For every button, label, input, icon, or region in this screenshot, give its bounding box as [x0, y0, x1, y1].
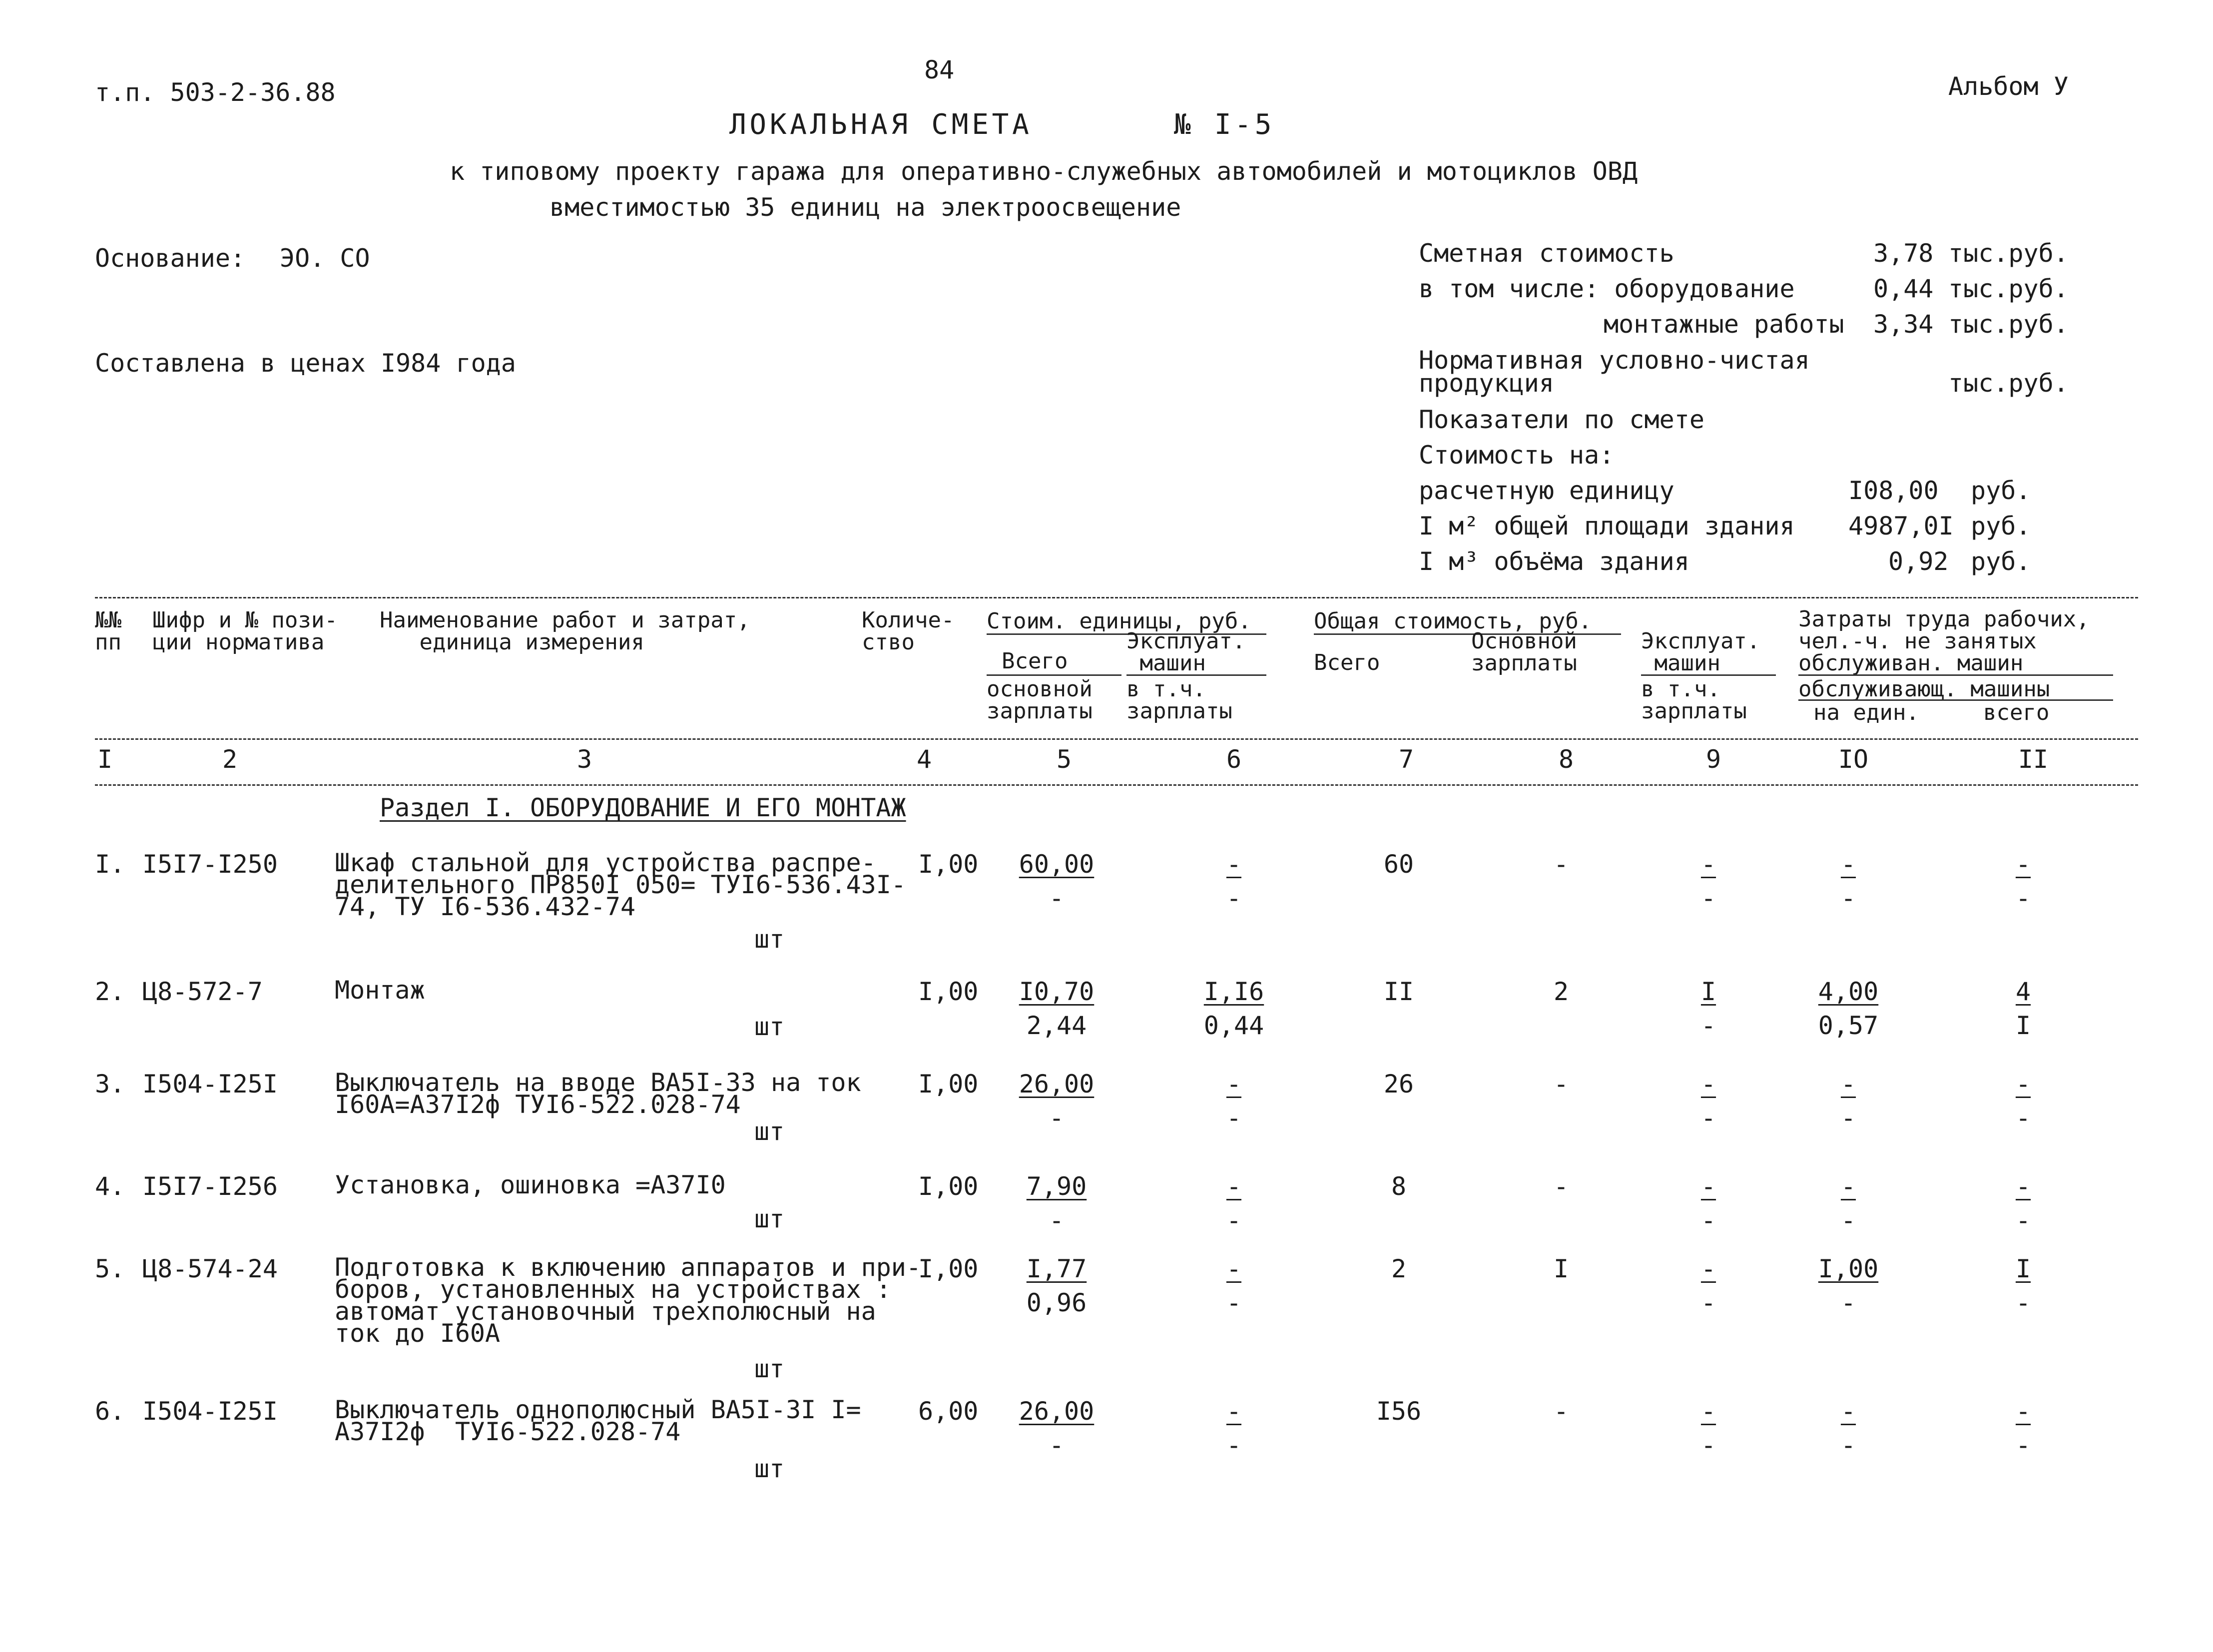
row-number: 4.	[95, 1172, 125, 1201]
col-header-total-salary: Основной зарплаты	[1471, 628, 1577, 676]
row-c5-bottom: 0,96	[1026, 1288, 1087, 1317]
col-header-base-salary: основной зарплаты	[987, 676, 1093, 724]
col-header-total: Всего	[1002, 648, 1068, 674]
row-c9-bottom: -	[1700, 1431, 1716, 1460]
per-m2-unit: руб.	[1971, 512, 2031, 541]
row-quantity: I,00	[918, 1254, 979, 1283]
per-unit-value: I08,00	[1848, 476, 1939, 505]
row-c9-bottom: -	[1700, 884, 1716, 913]
row-name: Выключатель однополюсный ВА5I-3I I= А37I2ф ТУI6-522.028-74	[335, 1395, 861, 1446]
row-c11-top: 4	[2015, 977, 2031, 1006]
table-top-rule	[95, 597, 2138, 598]
row-unit: шт	[754, 925, 785, 954]
equipment-label: в том числе: оборудование	[1419, 274, 1795, 303]
row-total-salary: -	[1553, 1397, 1569, 1426]
row-total-cost: 8	[1391, 1172, 1407, 1201]
row-total-salary: -	[1553, 850, 1569, 879]
row-c9-top: I	[1700, 977, 1716, 1006]
row-c10-bottom: -	[1840, 1206, 1856, 1235]
column-numbers-bottom-rule	[95, 784, 2138, 786]
row-total-cost: 26	[1383, 1070, 1414, 1099]
row-quantity: I,00	[918, 1070, 979, 1099]
col-header-code: Шифр и № пози- ции норматива	[152, 607, 338, 655]
row-unit: шт	[754, 1117, 785, 1146]
row-total-cost: 60	[1383, 850, 1414, 879]
row-c10-top: -	[1840, 850, 1856, 879]
row-c6-top: -	[1226, 850, 1242, 879]
basis-value: ЭО. СО	[280, 244, 370, 273]
col-number-9: 9	[1705, 745, 1721, 774]
row-c9-bottom: -	[1700, 1288, 1716, 1317]
row-c6-top: -	[1226, 1172, 1242, 1201]
row-c5-top: 26,00	[1019, 1397, 1095, 1426]
per-m2-value: 4987,0I	[1848, 512, 1954, 541]
row-total-salary: I	[1553, 1254, 1569, 1283]
row-name: Шкаф стальной для устройства распре- делительного ПР850I 050= ТУI6-536.43I- 74, ТУ I6-536.432-74	[335, 848, 906, 921]
normative-label-1: Нормативная условно-чистая	[1419, 346, 1810, 375]
labor-group: Затраты труда рабочих, чел.-ч. не занятых обслуживан. машин	[1798, 606, 2090, 676]
row-c6-bottom: -	[1226, 1206, 1242, 1235]
install-label: монтажные работы	[1604, 310, 1844, 339]
row-unit: шт	[754, 1454, 785, 1483]
row-c11-top: -	[2015, 850, 2031, 879]
row-c11-top: -	[2015, 1070, 2031, 1099]
row-c10-top: 4,00	[1818, 977, 1879, 1006]
page-number: 84	[924, 55, 955, 84]
row-total-salary: 2	[1553, 977, 1569, 1006]
col-number-5: 5	[1056, 745, 1072, 774]
col-number-3: 3	[576, 745, 592, 774]
row-c6-bottom: -	[1226, 1431, 1242, 1460]
col-header-total-cost: Всего	[1314, 650, 1380, 675]
row-unit: шт	[754, 1012, 785, 1041]
row-c5-top: 7,90	[1026, 1172, 1087, 1201]
row-total-cost: II	[1383, 977, 1414, 1006]
row-c10-bottom: -	[1840, 1103, 1856, 1132]
col-header-incl-salary: в т.ч. зарплаты	[1126, 676, 1232, 724]
row-code: I504-I25I	[142, 1070, 278, 1099]
document-code: т.п. 503-2-36.88	[95, 78, 336, 107]
row-quantity: I,00	[918, 850, 979, 879]
row-c11-bottom: -	[2015, 1288, 2031, 1317]
row-code: Ц8-574-24	[142, 1254, 278, 1283]
row-code: Ц8-572-7	[142, 977, 263, 1006]
row-c6-bottom: -	[1226, 884, 1242, 913]
cost-per-label: Стоимость на:	[1419, 441, 1615, 470]
row-c6-bottom: -	[1226, 1288, 1242, 1317]
row-c5-bottom: -	[1049, 1206, 1065, 1235]
row-name: Установка, ошиновка =А37I0	[335, 1170, 726, 1199]
row-code: I504-I25I	[142, 1397, 278, 1426]
row-total-cost: 2	[1391, 1254, 1407, 1283]
col-header-per-unit: на един.	[1813, 700, 1919, 725]
row-c6-top: -	[1226, 1397, 1242, 1426]
estimated-cost-label: Сметная стоимость	[1419, 239, 1674, 268]
col-header-number: №№ пп	[95, 607, 121, 655]
col5-rule	[987, 674, 1121, 676]
row-c5-bottom: -	[1049, 884, 1065, 913]
estimated-cost-unit: тыс.руб.	[1948, 239, 2069, 268]
row-c6-top: -	[1226, 1070, 1242, 1099]
row-number: 3.	[95, 1070, 125, 1099]
col-header-all: всего	[1983, 700, 2050, 725]
equipment-unit: тыс.руб.	[1948, 274, 2069, 303]
row-name: Подготовка к включению аппаратов и при- боров, установленных на устройствах : автомат установочный трехполюсный на ток до I60А	[335, 1253, 921, 1348]
col-number-7: 7	[1398, 745, 1414, 774]
row-c10-bottom: 0,57	[1818, 1011, 1879, 1040]
per-m3-value: 0,92	[1888, 547, 1949, 576]
per-m3-unit: руб.	[1971, 547, 2031, 576]
col-number-4: 4	[916, 745, 932, 774]
row-c6-bottom: 0,44	[1203, 1011, 1264, 1040]
row-code: I5I7-I250	[142, 850, 278, 879]
row-number: 2.	[95, 977, 125, 1006]
per-unit-unit: руб.	[1971, 476, 2031, 505]
equipment-value: 0,44	[1873, 274, 1934, 303]
row-c10-top: -	[1840, 1172, 1856, 1201]
row-c6-bottom: -	[1226, 1103, 1242, 1132]
row-name: Выключатель на вводе ВА5I-33 на ток I60А=А37I2ф ТУI6-522.028-74	[335, 1068, 861, 1119]
row-c9-bottom: -	[1700, 1011, 1716, 1040]
normative-label-2: продукция	[1419, 369, 1554, 398]
per-m3-label: I м³ объёма здания	[1419, 547, 1689, 576]
row-code: I5I7-I256	[142, 1172, 278, 1201]
row-c9-bottom: -	[1700, 1206, 1716, 1235]
labor-rule-1	[1798, 674, 2113, 676]
indicators-label: Показатели по смете	[1419, 405, 1704, 434]
row-c10-bottom: -	[1840, 1288, 1856, 1317]
col9-rule	[1641, 674, 1776, 676]
table-header-bottom-rule	[95, 738, 2138, 740]
subtitle-line-1: к типовому проекту гаража для оперативно-служебных автомобилей и мотоциклов ОВД	[450, 157, 1638, 186]
row-c11-bottom: I	[2015, 1011, 2031, 1040]
row-c5-top: 60,00	[1019, 850, 1095, 879]
labor-sub: обслуживающ. машины	[1798, 676, 2050, 702]
col6-rule	[1126, 674, 1266, 676]
row-c11-bottom: -	[2015, 1103, 2031, 1132]
row-c11-bottom: -	[2015, 1206, 2031, 1235]
row-number: 6.	[95, 1397, 125, 1426]
install-value: 3,34	[1873, 310, 1934, 339]
row-c10-top: I,00	[1818, 1254, 1879, 1283]
row-number: 5.	[95, 1254, 125, 1283]
row-unit: шт	[754, 1204, 785, 1233]
row-quantity: I,00	[918, 1172, 979, 1201]
row-quantity: I,00	[918, 977, 979, 1006]
normative-unit: тыс.руб.	[1948, 369, 2069, 398]
row-c11-top: -	[2015, 1172, 2031, 1201]
row-c11-bottom: -	[2015, 1431, 2031, 1460]
col-number-11: II	[2018, 745, 2049, 774]
row-c11-top: I	[2015, 1254, 2031, 1283]
row-c5-top: I,77	[1026, 1254, 1087, 1283]
row-quantity: 6,00	[918, 1397, 979, 1426]
col-number-8: 8	[1558, 745, 1574, 774]
row-number: I.	[95, 850, 125, 879]
row-c9-top: -	[1700, 1172, 1716, 1201]
col-header-machines: Эксплуат. машин	[1126, 628, 1246, 676]
col-header-name: Наименование работ и затрат, единица измерения	[380, 607, 750, 655]
row-c9-bottom: -	[1700, 1103, 1716, 1132]
row-c11-bottom: -	[2015, 884, 2031, 913]
row-c5-bottom: -	[1049, 1431, 1065, 1460]
row-total-salary: -	[1553, 1070, 1569, 1099]
per-m2-label: I м² общей площади здания	[1419, 512, 1795, 541]
page-title: ЛОКАЛЬНАЯ СМЕТА	[729, 108, 1033, 141]
col-number-2: 2	[222, 745, 238, 774]
row-c11-top: -	[2015, 1397, 2031, 1426]
col-header-total-machines: Эксплуат. машин	[1641, 628, 1760, 676]
album-label: Альбом У	[1948, 72, 2069, 101]
section-title: Раздел I. ОБОРУДОВАНИЕ И ЕГО МОНТАЖ	[380, 793, 906, 822]
subtitle-line-2: вместимостью 35 единиц на электроосвещение	[550, 193, 1181, 222]
row-c9-top: -	[1700, 1070, 1716, 1099]
basis-label: Основание:	[95, 244, 246, 273]
row-c6-top: -	[1226, 1254, 1242, 1283]
unit-cost-group: Стоим. единицы, руб.	[987, 608, 1251, 634]
row-c6-top: I,I6	[1203, 977, 1264, 1006]
row-c5-bottom: -	[1049, 1103, 1065, 1132]
row-c9-top: -	[1700, 1254, 1716, 1283]
row-name: Монтаж	[335, 976, 425, 1005]
row-c5-top: I0,70	[1019, 977, 1095, 1006]
col-number-10: IO	[1838, 745, 1869, 774]
row-c9-top: -	[1700, 850, 1716, 879]
row-c10-top: -	[1840, 1397, 1856, 1426]
prices-note: Составлена в ценах I984 года	[95, 349, 516, 378]
row-c5-bottom: 2,44	[1026, 1011, 1087, 1040]
install-unit: тыс.руб.	[1948, 310, 2069, 339]
row-total-cost: I56	[1376, 1397, 1422, 1426]
estimate-number: № I-5	[1174, 108, 1275, 141]
row-c10-bottom: -	[1840, 1431, 1856, 1460]
col-header-qty: Количе- ство	[862, 607, 955, 655]
row-c9-top: -	[1700, 1397, 1716, 1426]
col-number-6: 6	[1226, 745, 1242, 774]
estimated-cost-value: 3,78	[1873, 239, 1934, 268]
row-c5-top: 26,00	[1019, 1070, 1095, 1099]
total-cost-group: Общая стоимость, руб.	[1314, 608, 1592, 634]
row-unit: шт	[754, 1354, 785, 1383]
col-number-1: I	[97, 745, 113, 774]
col-header-total-incl-salary: в т.ч. зарплаты	[1641, 676, 1747, 724]
row-c10-bottom: -	[1840, 884, 1856, 913]
row-c10-top: -	[1840, 1070, 1856, 1099]
per-unit-label: расчетную единицу	[1419, 476, 1674, 505]
row-total-salary: -	[1553, 1172, 1569, 1201]
